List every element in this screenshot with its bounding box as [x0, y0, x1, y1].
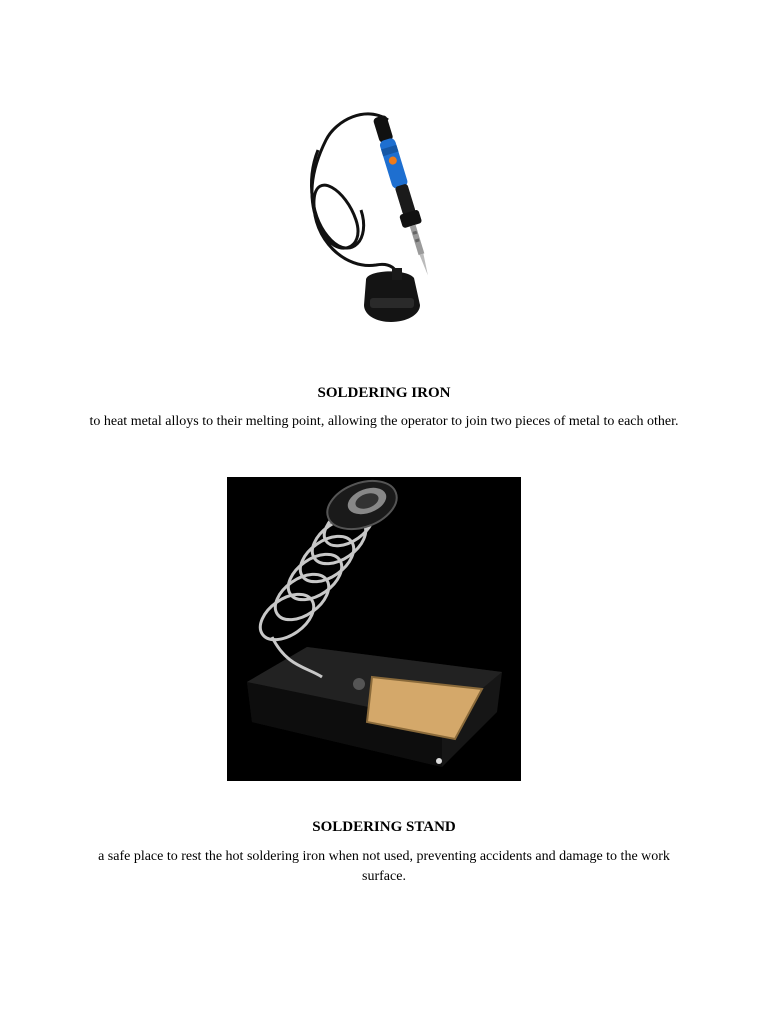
soldering-stand-heading: SOLDERING STAND [312, 819, 456, 835]
soldering-iron-heading: SOLDERING IRON [317, 385, 451, 401]
soldering-stand-image [227, 477, 521, 781]
soldering-stand-description: a safe place to rest the hot soldering iron when not used, preventing accidents and damage to the work surface. [98, 849, 670, 884]
soldering-iron-description: to heat metal alloys to their melting point, allowing the operator to join two pieces of metal to each other. [89, 414, 679, 429]
soldering-iron-image [296, 100, 476, 332]
